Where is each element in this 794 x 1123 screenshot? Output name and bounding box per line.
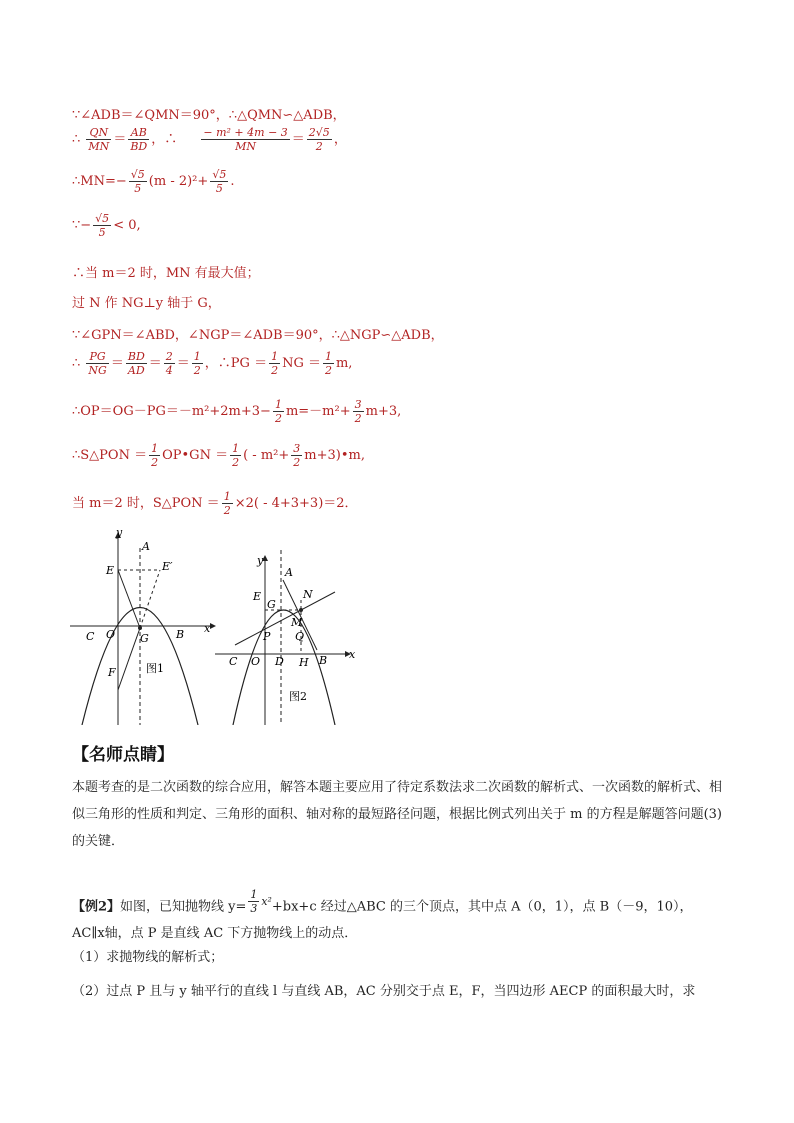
- therefore-symbol: ∴: [72, 132, 81, 147]
- question-1: （1）求抛物线的解析式；: [72, 950, 224, 965]
- fig1-label: C: [86, 630, 95, 643]
- segment-GE-prime: [140, 570, 160, 628]
- fraction: $\frac{PG}{NG}$: [88, 350, 107, 377]
- fig1-label: B: [176, 628, 185, 641]
- fig2-label: Q: [295, 630, 305, 643]
- fraction: $\frac{√5}{5}$: [212, 168, 227, 195]
- fraction: $\frac{1}{2}$: [193, 350, 201, 377]
- fraction: $\frac{1}{2}$: [223, 490, 231, 517]
- figure-2: [215, 540, 365, 725]
- point-M: [299, 608, 303, 612]
- example-2-paragraph: 【例2】如图，已知抛物线 y= $\frac{1}{3}$ $^{x^2}$+bx+c 经过△ABC 的三个顶点，其中点 A（0，1），点 B（－9，10），AC∥x轴，点 P 是直线 AC 下方抛物线上的动点．: [72, 888, 693, 942]
- fraction: $\frac{BD}{AD}$: [127, 350, 145, 377]
- fig2-label: A: [285, 566, 293, 579]
- fraction: $\frac{1}{3}$: [250, 888, 258, 915]
- fraction: $\frac{1}{2}$: [274, 398, 282, 425]
- x-squared: x²: [261, 895, 272, 908]
- solution-line-2: ∴ $\frac{QN}{MN}$ ＝ $\frac{AB}{BD}$ ，∴ $\frac{\text{− m² + 4m − 3}}{MN}$ ＝ $\frac{2√5}{2}$ ，: [72, 126, 347, 153]
- fig2-label: N: [303, 588, 313, 601]
- fraction: $\frac{1}{2}$: [271, 350, 279, 377]
- segment-GF: [118, 628, 140, 690]
- fig1-label: y: [116, 530, 123, 539]
- example-tag: 【例2】: [72, 899, 121, 915]
- fraction: $\frac{1}{2}$: [151, 442, 159, 469]
- fraction: $\frac{2}{4}$: [165, 350, 173, 377]
- fig2-label: B: [319, 654, 328, 667]
- fraction: $\frac{√5}{5}$: [130, 168, 145, 195]
- tip-heading: 【名师点睛】: [72, 745, 174, 765]
- fig1-label: E′: [162, 560, 173, 573]
- fig2-label: O: [251, 655, 261, 668]
- solution-line-9: ∴OP＝OG－PG＝－m²+2m+3− $\frac{1}{2}$ m=－m²+ $\frac{3}{2}$ m+3,: [72, 398, 402, 425]
- fig1-label: O: [106, 628, 116, 641]
- solution-line-7: ∵∠GPN＝∠ABD，∠NGP＝∠ADB＝90°，∴△NGP∽△ADB，: [72, 328, 444, 343]
- solution-line-11: 当 m＝2 时，S△PON ＝ $\frac{1}{2}$ ×2( - 4+3+3)＝2．: [72, 490, 358, 517]
- point-G: [138, 626, 142, 630]
- fraction: $\frac{1}{2}$: [324, 350, 332, 377]
- fraction: $\frac{1}{2}$: [232, 442, 240, 469]
- fraction: $\frac{3}{2}$: [293, 442, 301, 469]
- fig2-label: D: [275, 655, 284, 668]
- fraction: $\frac{QN}{MN}$: [88, 126, 110, 153]
- parabola: [233, 610, 335, 725]
- fig1-label: F: [108, 666, 116, 679]
- fig2-label: x: [349, 648, 356, 661]
- fraction: $\frac{2√5}{2}$: [308, 126, 330, 153]
- fig2-caption: 图2: [289, 690, 307, 703]
- solution-line-8: ∴ $\frac{PG}{NG}$ ＝ $\frac{BD}{AD}$ ＝ $\frac{2}{4}$ ＝ $\frac{1}{2}$ ，∴PG ＝ $\frac{1}{2}$ NG ＝ $\frac{1}{2}$ m,: [72, 350, 353, 377]
- fig2-label: G: [267, 598, 276, 611]
- solution-line-5: ∴当 m＝2 时，MN 有最大值；: [72, 266, 260, 281]
- fig1-label: A: [142, 540, 150, 553]
- solution-line-10: ∴S△PON ＝ $\frac{1}{2}$ OP•GN ＝ $\frac{1}{2}$ ( - m²+ $\frac{3}{2}$ m+3)•m,: [72, 442, 365, 469]
- figure-1: [70, 530, 220, 725]
- fraction: $\frac{AB}{BD}$: [130, 126, 148, 153]
- solution-line-4: ∵− $\frac{√5}{5}$ < 0,: [72, 212, 141, 239]
- fig2-label: P: [263, 630, 271, 643]
- fraction: $\frac{√5}{5}$: [95, 212, 110, 239]
- fig2-label: E: [253, 590, 262, 603]
- tip-paragraph: 本题考查的是二次函数的综合应用，解答本题主要应用了待定系数法求二次函数的解析式、一次函数的解析式、相似三角形的性质和判定、三角形的面积、轴对称的最短路径问题，根据比例式列出关于 m 的方程是解题答问题(3)的关键．: [72, 780, 723, 849]
- fraction: $\frac{3}{2}$: [354, 398, 362, 425]
- solution-line-3: ∴MN=− $\frac{√5}{5}$ (m - 2)²+ $\frac{√5}{5}$ .: [72, 168, 235, 195]
- fig1-label: x: [204, 622, 211, 635]
- fig2-label: y: [257, 554, 264, 567]
- question-2: （2）过点 P 且与 y 轴平行的直线 l 与直线 AB，AC 分别交于点 E，F，当四边形 AECP 的面积最大时，求: [72, 984, 696, 999]
- solution-line-6: 过 N 作 NG⊥y 轴于 G，: [72, 296, 221, 311]
- solution-line-1: ∵∠ADB＝∠QMN＝90°，∴△QMN∽△ADB，: [72, 108, 346, 123]
- line-PN: [235, 592, 335, 645]
- fig1-label: G: [140, 632, 149, 645]
- fraction: $\frac{\text{− m² + 4m − 3}}{MN}$: [203, 126, 288, 153]
- fig2-label: H: [299, 656, 309, 669]
- fig2-label: M: [291, 616, 303, 629]
- fig2-label: C: [229, 655, 238, 668]
- fig1-caption: 图1: [146, 662, 164, 675]
- fig1-label: E: [106, 564, 115, 577]
